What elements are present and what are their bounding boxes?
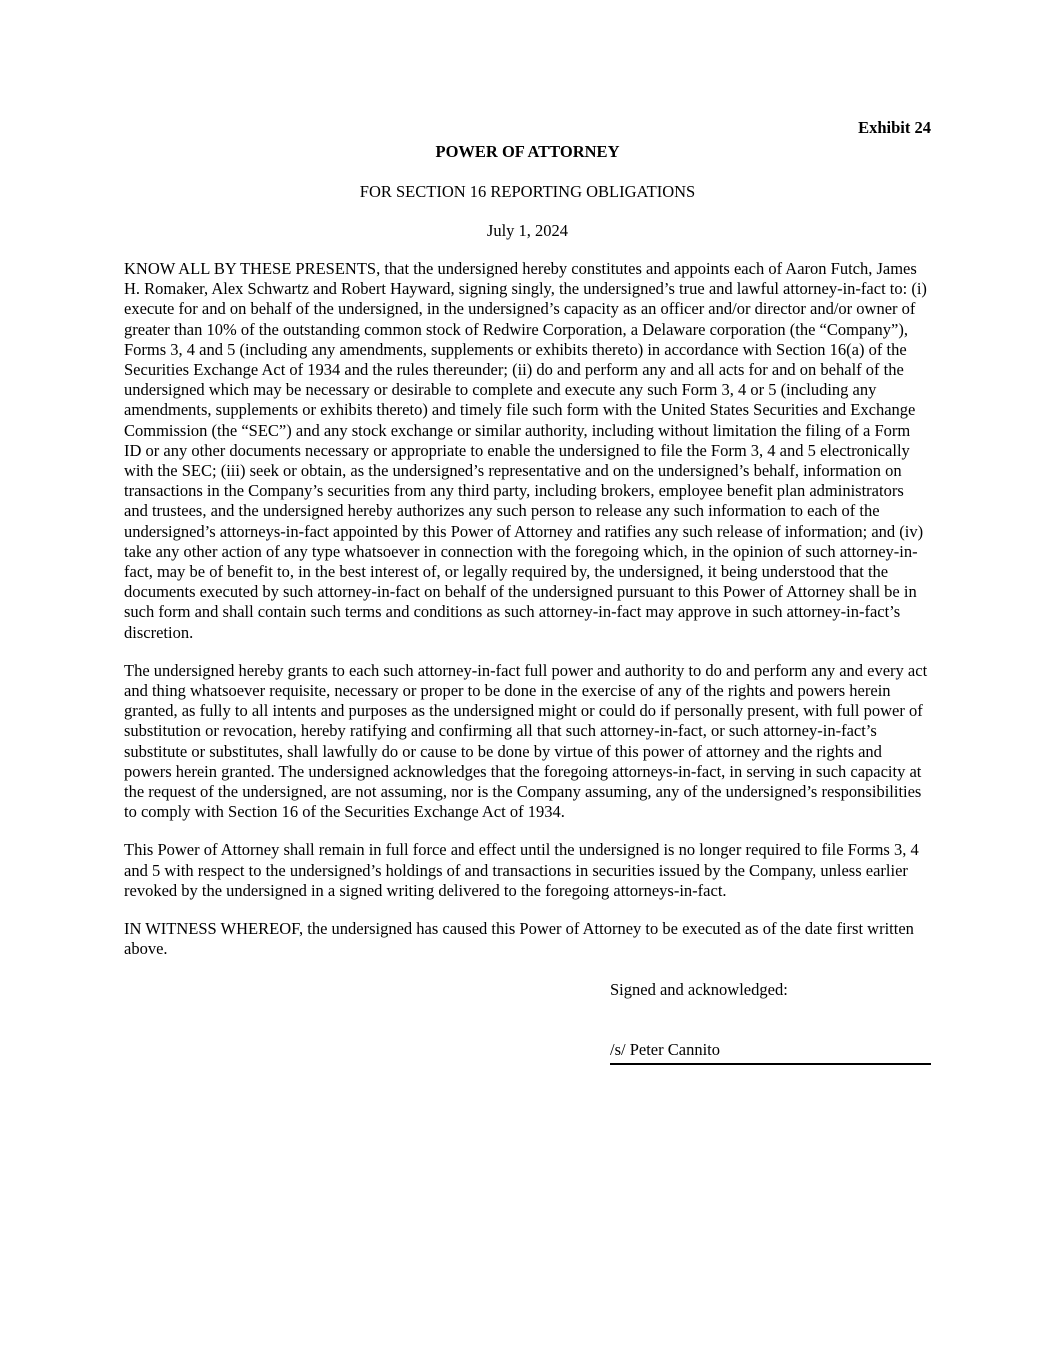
body-paragraph-grant-of-power: The undersigned hereby grants to each such attorney-in-fact full power and authority to do and perform any and every act and thing whatsoever requisite, necessary or proper to be done in the exercise of any of the rights and powers herein granted, as fully to all intents and purposes as the undersigned might or could do if personally present, with full power of substitution or revocation, hereby ratifying and confirming all that such attorney-in-fact, or such attorney-in-fact’s substitute or substitutes, shall lawfully do or cause to be done by virtue of this power of attorney and the rights and powers herein granted. The undersigned acknowledges that the foregoing attorneys-in-fact, in serving in such capacity at the request of the undersigned, are not assuming, nor is the Company assuming, any of the undersigned’s responsibilities to comply with Section 16 of the Securities Exchange Act of 1934.: [124, 660, 928, 822]
signature-name: /s/ Peter Cannito: [610, 1039, 720, 1059]
signature-line: [610, 1040, 931, 1065]
body-paragraph-appointment: KNOW ALL BY THESE PRESENTS, that the undersigned hereby constitutes and appoints each of Aaron Futch, James H. Romaker, Alex Schwartz and Robert Hayward, signing singly, the undersigned’s true and lawful attorney-in-fact to: (i) execute for and on behalf of the undersigned, in the undersigned’s capacity as an officer and/or director and/or owner of greater than 10% of the outstanding common stock of Redwire Corporation, a Delaware corporation (the “Company”), Forms 3, 4 and 5 (including any amendments, supplements or exhibits thereto) in accordance with Section 16(a) of the Securities Exchange Act of 1934 and the rules thereunder; (ii) do and perform any and all acts for and on behalf of the undersigned which may be necessary or desirable to complete and execute any such Form 3, 4 or 5 (including any amendments, supplements or exhibits thereto) and timely file such form with the United States Securities and Exchange Commission (the “SEC”) and any stock exchange or similar authority, including without limitation the filing of a Form ID or any other documents necessary or appropriate to enable the undersigned to file the Form 3, 4 and 5 electronically with the SEC; (iii) seek or obtain, as the undersigned’s representative and on the undersigned’s behalf, information on transactions in the Company’s securities from any third party, including brokers, employee benefit plan administrators and trustees, and the undersigned hereby authorizes any such person to release any such information to each of the undersigned’s attorneys-in-fact appointed by this Power of Attorney and ratifies any such release of information; and (iv) take any other action of any type whatsoever in connection with the foregoing which, in the opinion of such attorney-in-fact, may be of benefit to, in the best interest of, or legally required by, the undersigned, it being understood that the documents executed by such attorney-in-fact on behalf of the undersigned pursuant to this Power of Attorney shall be in such form and shall contain such terms and conditions as such attorney-in-fact may approve in such attorney-in-fact’s discretion.: [124, 259, 927, 642]
signature-block: [610, 980, 931, 1065]
signature-caption: Signed and acknowledged:: [610, 979, 788, 999]
document-title: POWER OF ATTORNEY: [435, 142, 620, 161]
body-paragraph-duration: This Power of Attorney shall remain in full force and effect until the undersigned is no longer required to file Forms 3, 4 and 5 with respect to the undersigned’s holdings of and transactions in securities issued by the Company, unless earlier revoked by the undersigned in a signed writing delivered to the foregoing attorneys-in-fact.: [124, 840, 919, 900]
body-paragraph-witness: IN WITNESS WHEREOF, the undersigned has caused this Power of Attorney to be executed as of the date first written above.: [124, 919, 914, 959]
exhibit-label: Exhibit 24: [858, 118, 931, 137]
document-date: July 1, 2024: [486, 221, 569, 240]
document-subtitle: FOR SECTION 16 REPORTING OBLIGATIONS: [359, 182, 696, 201]
